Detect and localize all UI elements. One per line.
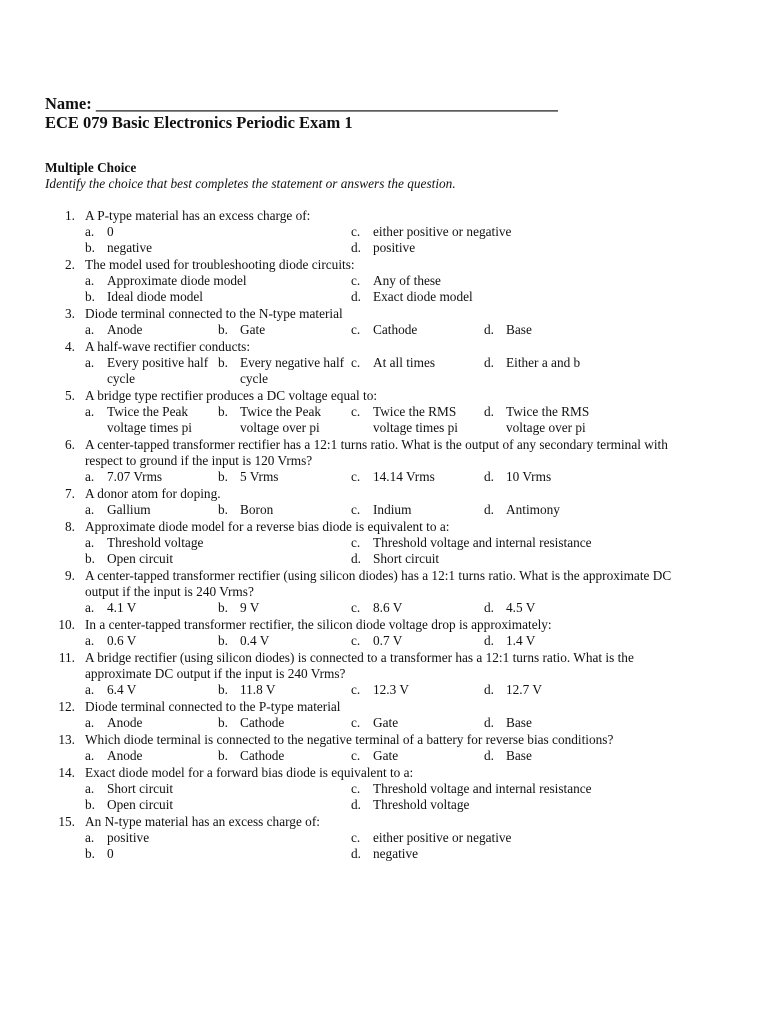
option-letter: b. [218,404,228,419]
option-letter: c. [351,404,361,419]
option-text: Approximate diode model [107,273,247,288]
option-letter: a. [85,322,95,337]
option-text: 0.6 V [107,633,137,648]
option-text: Gate [373,748,399,763]
question-number: 3. [65,306,75,321]
option-text: Anode [107,748,143,763]
question-item [0,650,768,698]
option-letter: b. [218,682,228,697]
options-row [0,322,768,338]
option-letter: c. [351,748,361,763]
options-row [0,240,768,256]
question-item [0,339,768,387]
option-text: 9 V [240,600,260,615]
option-letter: a. [85,469,95,484]
question-text: Diode terminal connected to the P-type material [85,699,341,714]
question-item [0,765,768,813]
option-letter: a. [85,633,95,648]
question-text: The model used for troubleshooting diode circuits: [85,257,355,272]
option-letter: b. [85,846,95,861]
question-text: An N-type material has an excess charge of: [85,814,320,829]
options-row [0,682,768,698]
question-item [0,257,768,305]
option-text: Exact diode model [373,289,473,304]
options-row [0,289,768,305]
option-letter: c. [351,502,361,517]
option-letter: b. [218,633,228,648]
question-text: A bridge rectifier (using silicon diodes) is connected to a transformer has a 12:1 turns ratio. What is the approximate DC output if the input is 240 Vrms? [85,650,634,681]
option-letter: b. [85,551,95,566]
option-text: 0.4 V [240,633,270,648]
options-row [0,551,768,567]
option-letter: c. [351,273,361,288]
options-row [0,273,768,289]
option-letter: b. [85,797,95,812]
question-item [0,519,768,567]
question-text: A center-tapped transformer rectifier has a 12:1 turns ratio. What is the output of any secondary terminal with respect to ground if the input is 120 Vrms? [85,437,668,468]
option-letter: a. [85,748,95,763]
name-line: Name: ________________________________________________________ [45,94,558,113]
option-letter: a. [85,273,95,288]
option-letter: a. [85,355,95,370]
option-letter: d. [484,404,494,419]
instructions: Identify the choice that best completes the statement or answers the question. [45,176,456,191]
option-text: Threshold voltage [373,797,470,812]
options-row [0,600,768,616]
option-text: positive [373,240,416,255]
option-letter: a. [85,682,95,697]
option-letter: b. [218,502,228,517]
option-text: negative [107,240,153,255]
option-letter: c. [351,224,361,239]
question-number: 14. [58,765,75,780]
question-number: 13. [58,732,75,747]
option-text: Anode [107,715,143,730]
option-letter: b. [85,289,95,304]
question-text: Diode terminal connected to the N-type material [85,306,343,321]
question-number: 1. [65,208,75,223]
question-number: 12. [58,699,75,714]
option-text: Gate [240,322,266,337]
option-letter: a. [85,600,95,615]
option-text: 4.5 V [506,600,536,615]
options-row [0,846,768,862]
option-text: Cathode [240,748,285,763]
option-letter: a. [85,830,95,845]
options-row [0,535,768,551]
section-title: Multiple Choice [45,160,137,175]
option-text: Boron [240,502,274,517]
question-number: 11. [58,650,75,665]
option-text: At all times [373,355,436,370]
option-letter: a. [85,224,95,239]
option-letter: d. [484,322,494,337]
options-row [0,748,768,764]
option-text: Base [506,715,532,730]
option-letter: b. [218,600,228,615]
option-letter: d. [484,682,494,697]
option-text: Twice the RMS voltage over pi [506,404,590,435]
option-text: Short circuit [373,551,440,566]
option-letter: c. [351,322,361,337]
option-text: Ideal diode model [107,289,203,304]
question-number: 15. [58,814,75,829]
question-text: A bridge type rectifier produces a DC voltage equal to: [85,388,378,403]
option-letter: d. [351,289,361,304]
option-letter: d. [484,469,494,484]
options-row [0,502,768,518]
option-text: 0.7 V [373,633,403,648]
question-list [0,208,768,863]
option-text: Twice the Peak voltage over pi [240,404,322,435]
options-row [0,224,768,240]
option-text: 4.1 V [107,600,137,615]
option-text: Antimony [506,502,560,517]
option-letter: a. [85,781,95,796]
option-letter: b. [218,355,228,370]
option-letter: c. [351,535,361,550]
question-text: In a center-tapped transformer rectifier, the silicon diode voltage drop is approximately: [85,617,552,632]
option-letter: d. [484,502,494,517]
option-text: either positive or negative [373,830,512,845]
question-number: 6. [65,437,75,452]
exam-title: ECE 079 Basic Electronics Periodic Exam 1 [45,113,353,132]
question-item [0,437,768,485]
option-text: 7.07 Vrms [107,469,163,484]
question-item [0,306,768,338]
option-text: 14.14 Vrms [373,469,435,484]
option-text: 12.7 V [506,682,542,697]
option-text: Base [506,322,532,337]
question-number: 7. [65,486,75,501]
option-text: Every positive half cycle [107,355,209,386]
question-text: A center-tapped transformer rectifier (using silicon diodes) has a 12:1 turns ratio. What is the approximate DC output if the input is 240 Vrms? [85,568,672,599]
option-letter: c. [351,682,361,697]
option-letter: a. [85,502,95,517]
option-text: Any of these [373,273,441,288]
option-text: Threshold voltage and internal resistance [373,535,592,550]
question-text: A donor atom for doping. [85,486,221,501]
option-text: either positive or negative [373,224,512,239]
option-text: Short circuit [107,781,174,796]
options-row [0,781,768,797]
option-letter: d. [484,715,494,730]
question-text: Which diode terminal is connected to the negative terminal of a battery for reverse bias conditions? [85,732,614,747]
option-letter: d. [351,551,361,566]
question-item [0,486,768,518]
options-row [0,469,768,485]
question-text: A P-type material has an excess charge of: [85,208,311,223]
option-letter: b. [85,240,95,255]
options-row [0,404,768,436]
option-text: Open circuit [107,551,174,566]
option-letter: c. [351,469,361,484]
question-number: 5. [65,388,75,403]
option-text: 8.6 V [373,600,403,615]
question-item [0,617,768,649]
option-text: 0 [107,224,114,239]
option-text: 5 Vrms [240,469,279,484]
option-text: 11.8 V [240,682,276,697]
option-letter: c. [351,600,361,615]
option-letter: b. [218,322,228,337]
option-letter: d. [484,600,494,615]
option-text: Anode [107,322,143,337]
question-number: 4. [65,339,75,354]
question-item [0,814,768,862]
question-text: Approximate diode model for a reverse bias diode is equivalent to a: [85,519,450,534]
option-letter: b. [218,469,228,484]
option-text: Twice the RMS voltage times pi [373,404,458,435]
option-text: Gate [373,715,399,730]
question-item [0,388,768,436]
option-text: Threshold voltage and internal resistance [373,781,592,796]
option-letter: d. [484,633,494,648]
option-letter: a. [85,715,95,730]
option-letter: d. [484,748,494,763]
option-text: Indium [373,502,412,517]
option-text: negative [373,846,419,861]
option-letter: d. [484,355,494,370]
option-text: Gallium [107,502,151,517]
option-text: 6.4 V [107,682,137,697]
option-text: Either a and b [506,355,581,370]
option-text: 1.4 V [506,633,536,648]
options-row [0,830,768,846]
question-item [0,568,768,616]
option-letter: c. [351,355,361,370]
option-text: Twice the Peak voltage times pi [107,404,192,435]
question-number: 10. [58,617,75,632]
option-text: Threshold voltage [107,535,204,550]
question-item [0,699,768,731]
options-row [0,355,768,387]
option-letter: c. [351,830,361,845]
option-letter: b. [218,715,228,730]
option-letter: a. [85,404,95,419]
options-row [0,797,768,813]
option-letter: d. [351,797,361,812]
option-letter: d. [351,846,361,861]
question-number: 9. [65,568,75,583]
option-text: positive [107,830,150,845]
options-row [0,715,768,731]
option-text: Cathode [373,322,418,337]
option-text: 0 [107,846,114,861]
option-letter: a. [85,535,95,550]
option-text: 10 Vrms [506,469,552,484]
option-text: Cathode [240,715,285,730]
question-text: Exact diode model for a forward bias diode is equivalent to a: [85,765,414,780]
options-row [0,633,768,649]
question-text: A half-wave rectifier conducts: [85,339,251,354]
option-text: Open circuit [107,797,174,812]
question-number: 8. [65,519,75,534]
question-item [0,208,768,256]
option-letter: b. [218,748,228,763]
option-letter: c. [351,781,361,796]
option-letter: c. [351,715,361,730]
option-text: Base [506,748,532,763]
option-text: Every negative half cycle [240,355,345,386]
question-number: 2. [65,257,75,272]
option-letter: d. [351,240,361,255]
question-item [0,732,768,764]
option-text: 12.3 V [373,682,409,697]
option-letter: c. [351,633,361,648]
